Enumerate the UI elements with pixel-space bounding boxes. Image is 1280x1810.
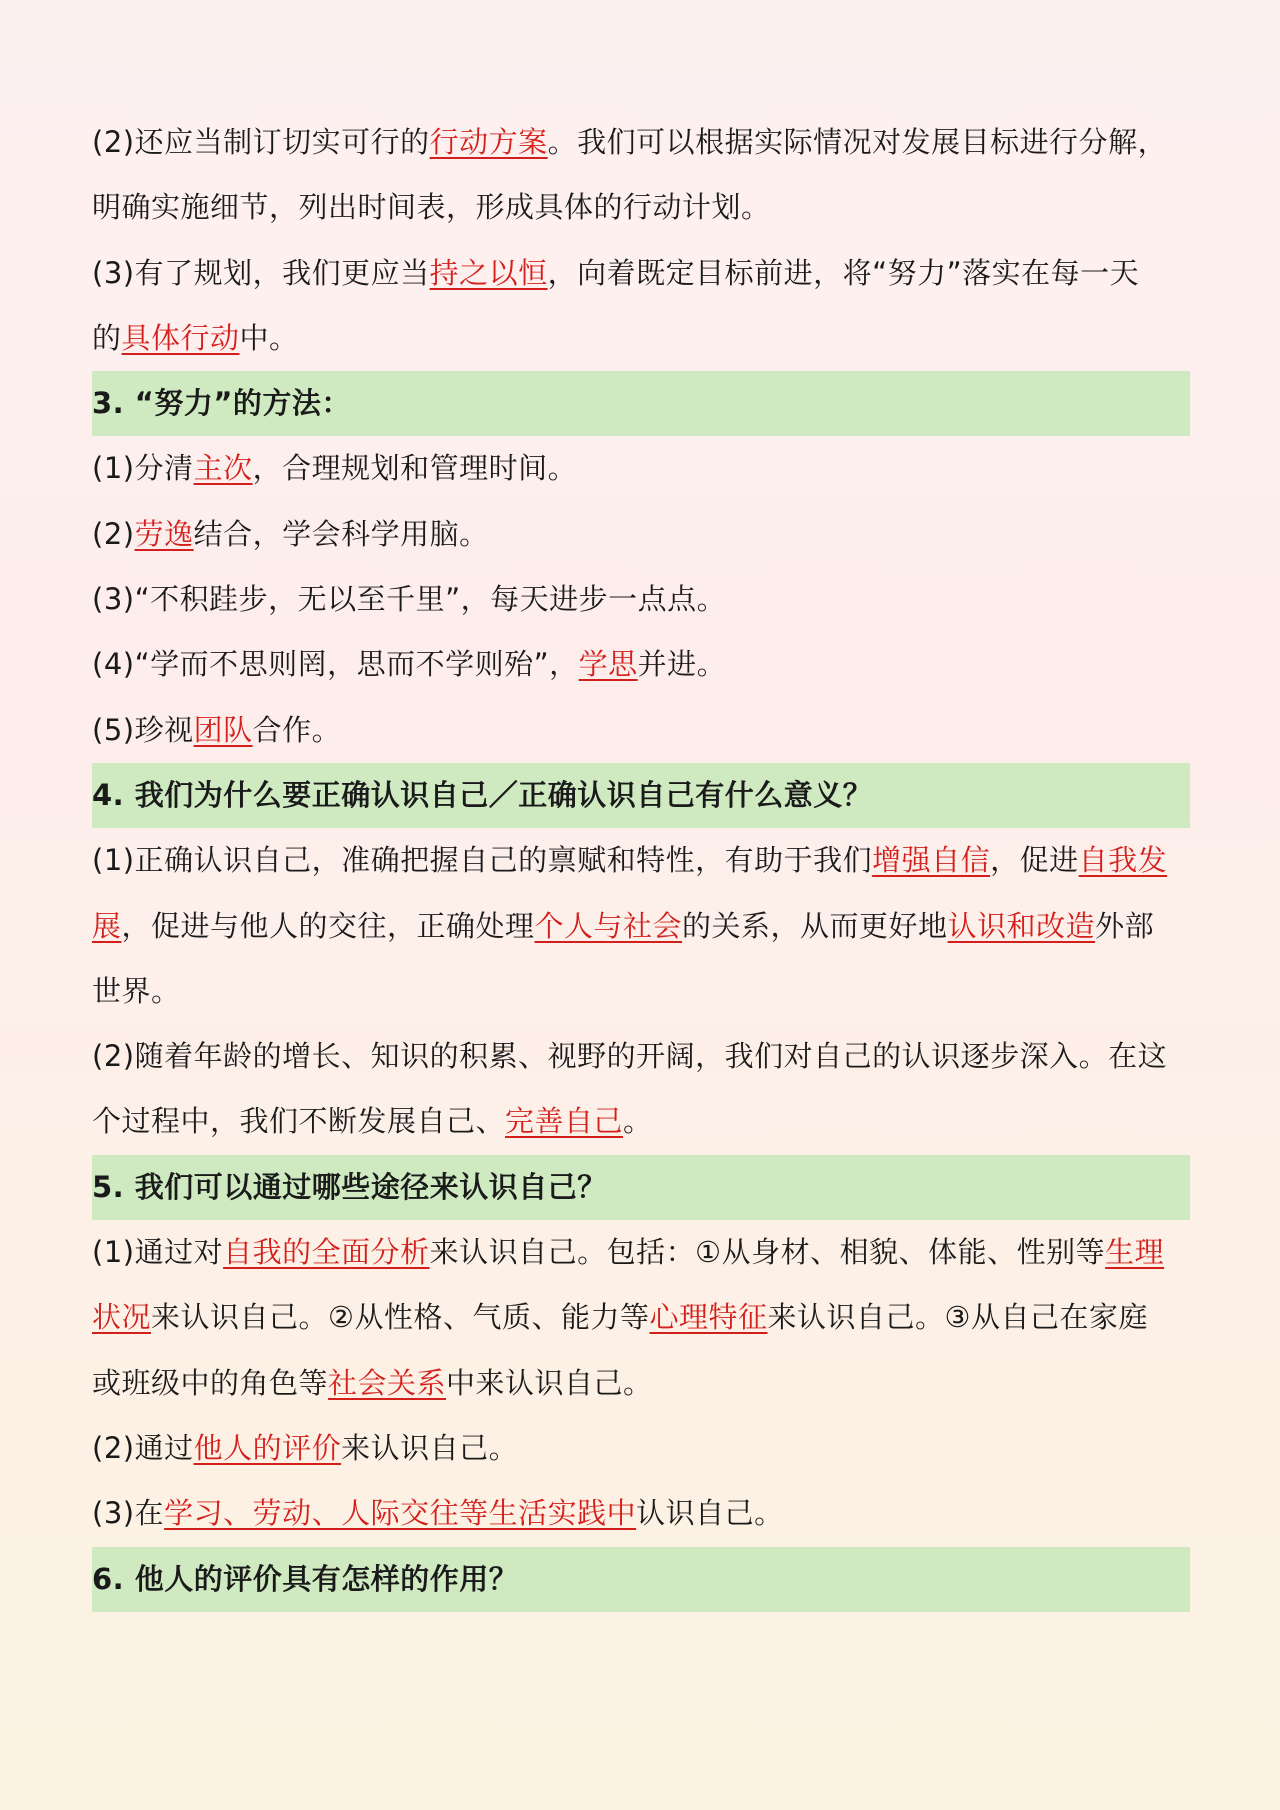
text-line [92, 959, 1190, 1024]
text-segment: 的 [92, 320, 122, 355]
text-line [92, 110, 1190, 175]
text-line [92, 828, 1190, 893]
section-heading [92, 763, 1190, 828]
text-line [92, 894, 1190, 959]
keyword-highlight: 心理特征 [649, 1300, 768, 1335]
text-segment: 世界。 [92, 973, 181, 1008]
text-segment: (2)还应当制订切实可行的 [92, 125, 430, 159]
keyword-highlight: 主次 [193, 451, 253, 486]
text-segment: 外部 [1095, 908, 1155, 943]
text-segment: (5)珍视 [92, 712, 194, 747]
keyword-highlight: 劳逸 [134, 516, 194, 551]
text-segment: ，向着既定目标前进，将“努力”落实在每一天 [547, 255, 1140, 290]
text-line [92, 1024, 1190, 1089]
text-segment: (3)在 [92, 1496, 165, 1531]
text-segment: 4. 我们为什么要正确认识自己／正确认识自己有什么意义？ [92, 777, 873, 812]
text-segment: 3. “努力”的方法： [92, 386, 351, 421]
section-heading [92, 371, 1190, 436]
keyword-highlight: 个人与社会 [534, 908, 683, 943]
document-body [92, 110, 1190, 1612]
keyword-highlight: 完善自己 [505, 1104, 624, 1139]
section-heading [92, 1155, 1190, 1220]
text-segment: ，合理规划和管理时间。 [252, 451, 578, 486]
keyword-highlight: 状况 [92, 1300, 152, 1335]
keyword-highlight: 认识和改造 [947, 908, 1096, 943]
text-line [92, 502, 1190, 567]
text-segment: 合作。 [252, 712, 342, 747]
text-line [92, 1089, 1190, 1154]
text-segment: 5. 我们可以通过哪些途径来认识自己？ [92, 1169, 607, 1204]
text-line [92, 175, 1190, 240]
text-line [92, 241, 1190, 306]
keyword-highlight: 团队 [193, 712, 253, 747]
keyword-highlight: 自我发 [1078, 843, 1168, 878]
keyword-highlight: 增强自信 [872, 843, 991, 878]
keyword-highlight: 学习、劳动、人际交往等生活实践中 [164, 1496, 637, 1531]
text-segment: 。 [623, 1104, 653, 1139]
text-line [92, 1416, 1190, 1481]
keyword-highlight: 行动方案 [429, 125, 548, 159]
text-line [92, 1220, 1190, 1285]
text-line [92, 306, 1190, 371]
text-segment: 结合，学会科学用脑。 [193, 516, 489, 551]
keyword-highlight: 生理 [1105, 1235, 1165, 1270]
text-segment: 个过程中，我们不断发展自己、 [92, 1104, 506, 1139]
text-segment: (1)正确认识自己，准确把握自己的禀赋和特性，有助于我们 [92, 843, 873, 878]
text-segment: (4)“学而不思则罔，思而不学则殆”， [92, 647, 579, 682]
keyword-highlight: 展 [92, 908, 122, 943]
text-segment: (1)分清 [92, 451, 194, 486]
text-segment: (2)通过 [92, 1430, 194, 1465]
text-segment: 中。 [239, 320, 299, 355]
text-segment: 来认识自己。 [341, 1430, 519, 1465]
text-line [92, 436, 1190, 501]
text-segment: 来认识自己。包括：①从身材、相貌、体能、性别等 [429, 1235, 1106, 1270]
text-segment: (3)有了规划，我们更应当 [92, 255, 430, 290]
keyword-highlight: 他人的评价 [193, 1430, 342, 1465]
text-line [92, 632, 1190, 697]
text-line [92, 1481, 1190, 1546]
keyword-highlight: 社会关系 [328, 1365, 447, 1400]
text-segment: (1)通过对 [92, 1235, 224, 1270]
text-line [92, 567, 1190, 632]
text-line [92, 1351, 1190, 1416]
text-segment: 。我们可以根据实际情况对发展目标进行分解， [547, 125, 1168, 159]
text-line [92, 698, 1190, 763]
text-segment: 并进。 [637, 647, 727, 682]
section-heading [92, 1547, 1190, 1612]
text-segment: 的关系，从而更好地 [682, 908, 948, 943]
keyword-highlight: 学思 [578, 647, 638, 682]
text-segment: 明确实施细节，列出时间表，形成具体的行动计划。 [92, 190, 771, 225]
text-segment: ，促进 [990, 843, 1079, 878]
text-segment: 来认识自己。③从自己在家庭 [767, 1300, 1149, 1335]
text-segment: 或班级中的角色等 [92, 1365, 329, 1400]
text-segment: (2)随着年龄的增长、知识的积累、视野的开阔，我们对自己的认识逐步深入。在这 [92, 1039, 1168, 1074]
text-segment: 6. 他人的评价具有怎样的作用？ [92, 1561, 519, 1596]
text-segment: (2) [92, 516, 135, 551]
keyword-highlight: 持之以恒 [429, 255, 548, 290]
text-segment: 来认识自己。②从性格、气质、能力等 [151, 1300, 650, 1335]
text-segment: ，促进与他人的交往，正确处理 [121, 908, 535, 943]
text-segment: 中来认识自己。 [446, 1365, 653, 1400]
text-line [92, 1285, 1190, 1350]
text-segment: 认识自己。 [636, 1496, 784, 1531]
text-segment: (3)“不积跬步，无以至千里”，每天进步一点点。 [92, 582, 727, 617]
keyword-highlight: 具体行动 [121, 320, 240, 355]
keyword-highlight: 自我的全面分析 [223, 1235, 430, 1270]
